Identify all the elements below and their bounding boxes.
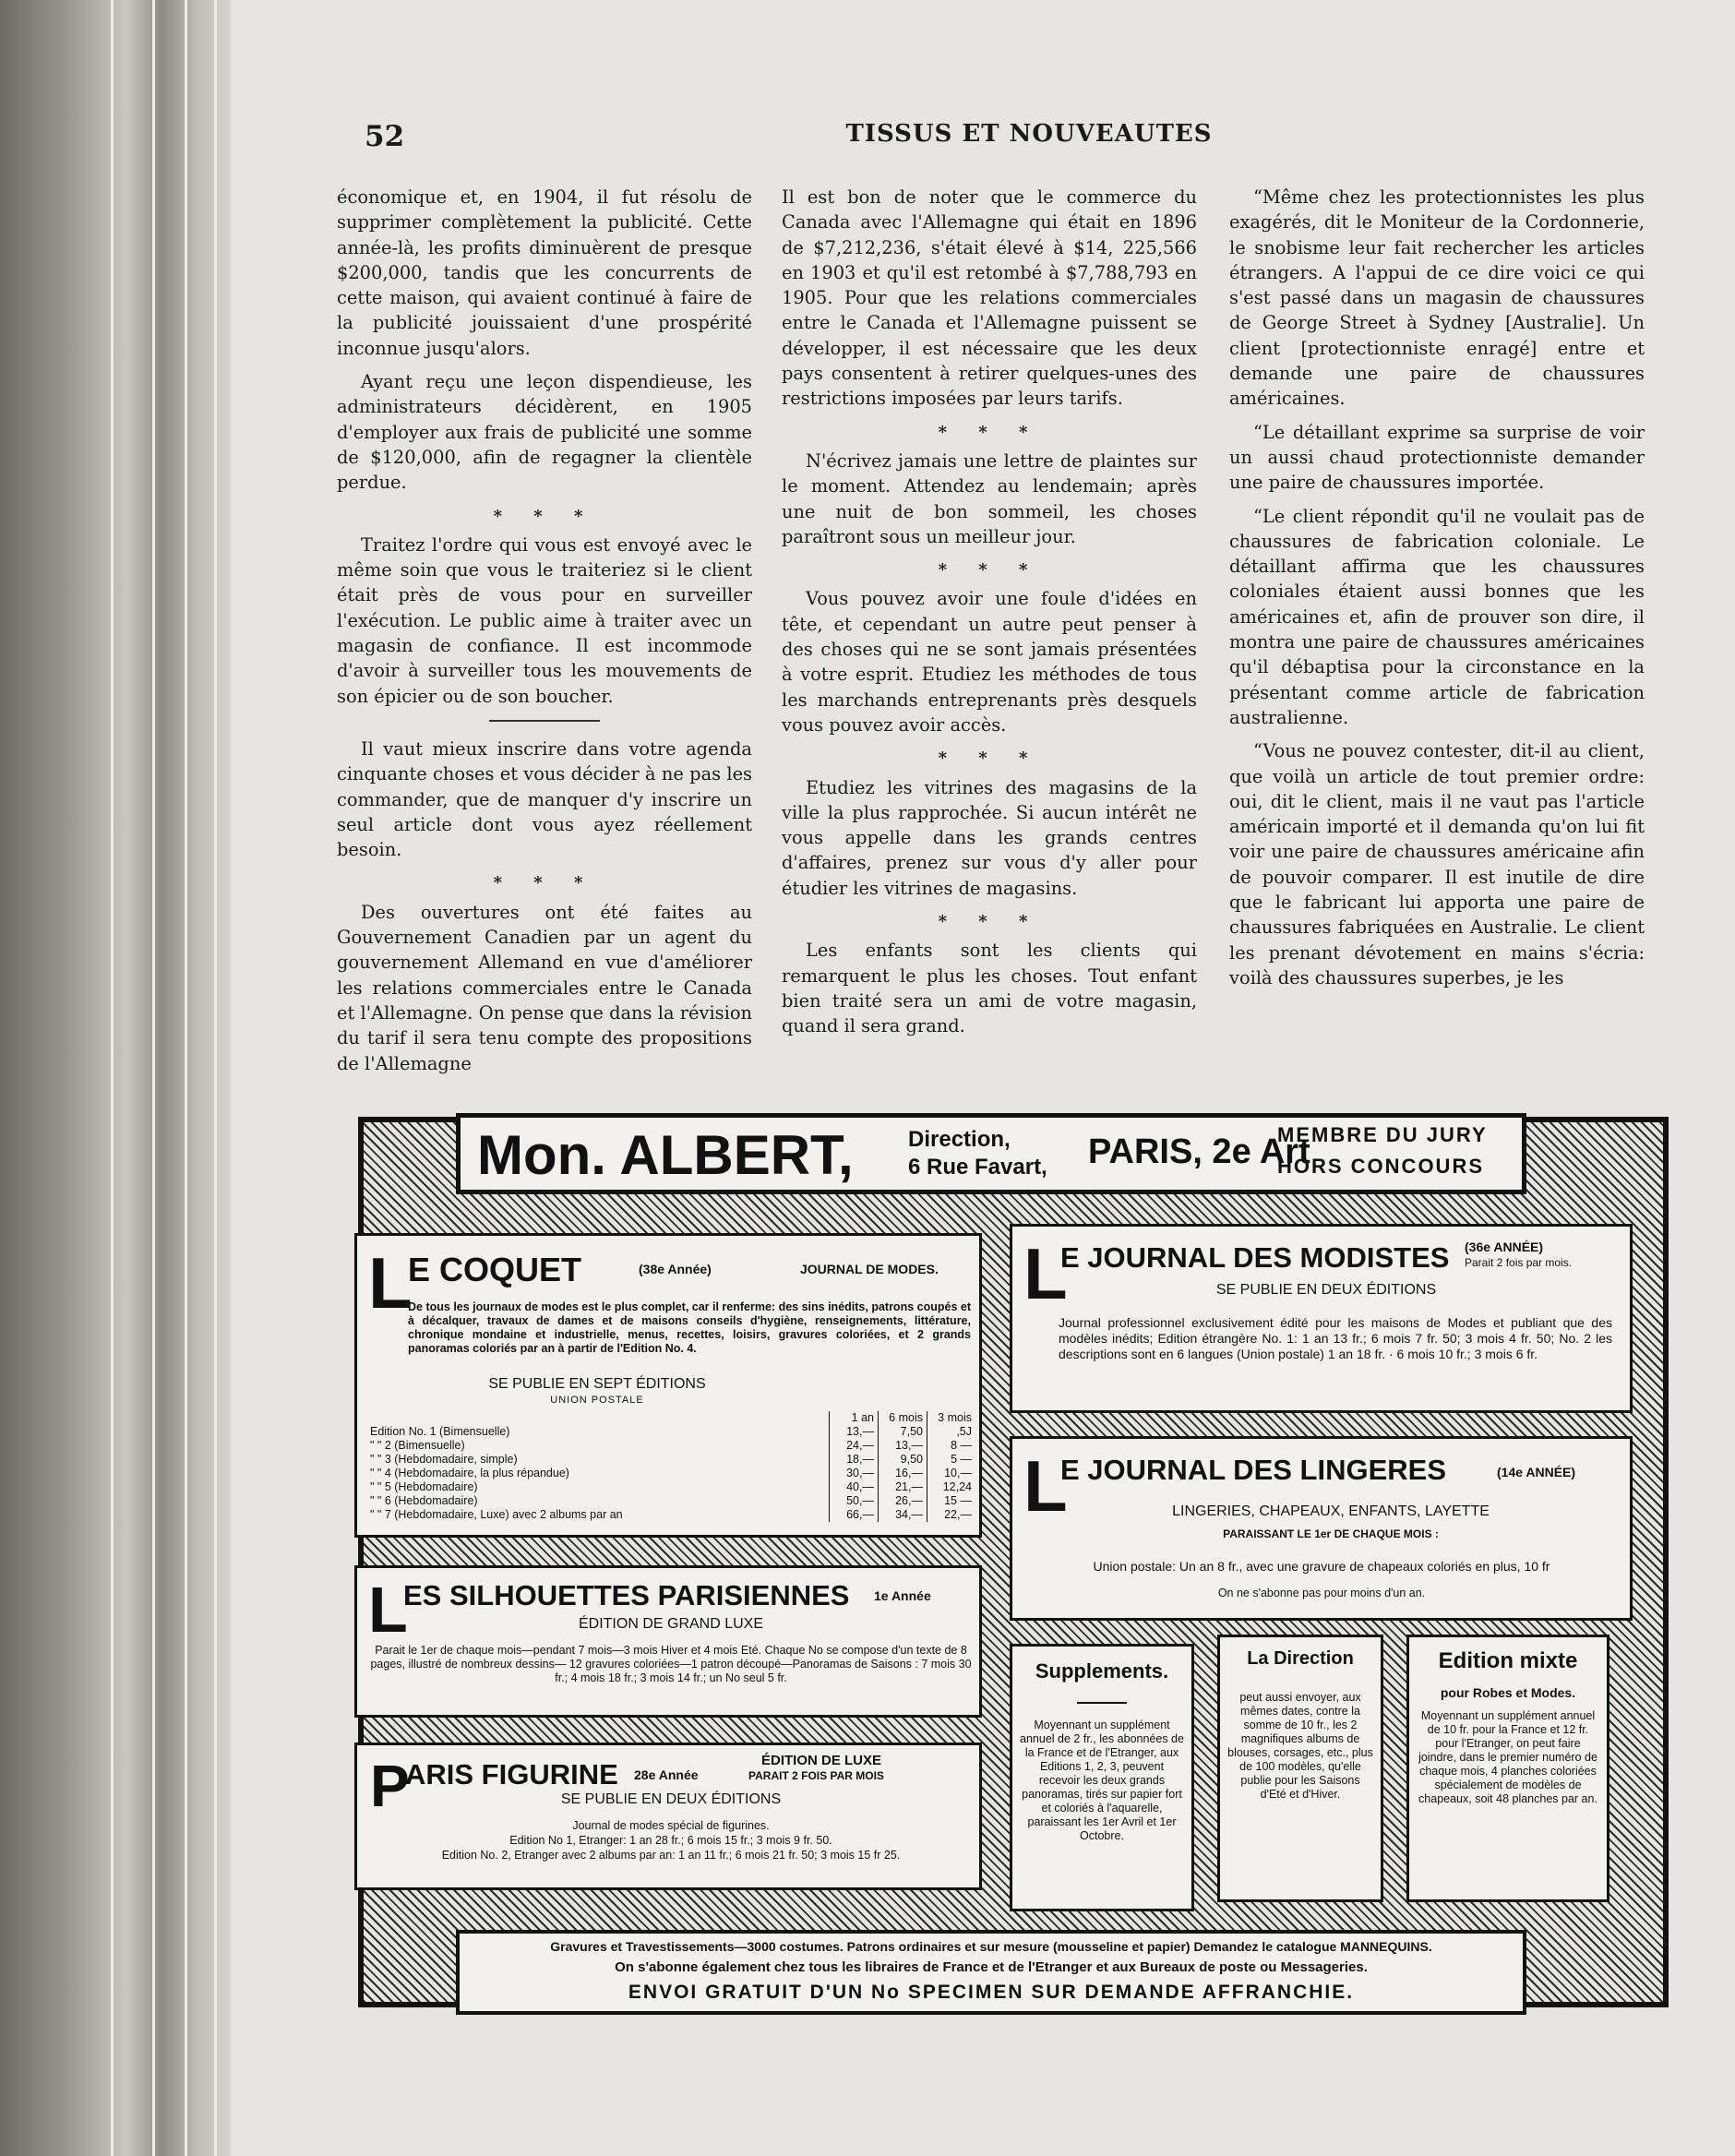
divider — [1077, 1702, 1127, 1704]
modistes-year: (36e ANNÉE) — [1465, 1240, 1544, 1254]
lingeres-title: E JOURNAL DES LINGERES — [1060, 1454, 1447, 1486]
city: PARIS, 2e Art — [1088, 1132, 1310, 1171]
modistes-subtitle: SE PUBLIE EN DEUX ÉDITIONS — [1215, 1282, 1437, 1298]
paragraph: “Vous ne pouvez contester, dit-il au client, que voilà un article de tout premier ordre: oui, dit le client, mais il ne vaut pas l'article américain importé et il demanda qu'on lui fit voir une paire de chaussures américaine afin de pouvoir comparer. Il est inutile de dire que le fabricant lui apporta une paire de chaussures fabriquées en Australie. Le client les prenant dévotement en mains s'écria: voilà des chaussures superbes, je les — [1229, 740, 1645, 988]
hors-concours-label: HORS CONCOURS — [1277, 1155, 1485, 1178]
footer-line-2: On s'abonne également chez tous les libraires de France et de l'Etranger et aux Bureaux de poste ou Messageries. — [615, 1959, 1368, 1975]
direction-description: peut aussi envoyer, aux mêmes dates, contre la somme de 10 fr., les 2 magnifiques albums de blouses, corsages, etc., plus de 100 modèles, qu'elle publie pour les Saisons d'Eté et d'Hiver. — [1227, 1691, 1373, 1801]
price-1an: 66,— — [830, 1508, 879, 1522]
brand-name: Mon. ALBERT, — [477, 1124, 854, 1186]
column-header: 1 an — [830, 1411, 879, 1425]
silhouettes-subtitle: ÉDITION DE GRAND LUXE — [578, 1616, 764, 1632]
price-6mois: 7,50 — [879, 1425, 927, 1439]
coquet-subtitle: JOURNAL DE MODES. — [800, 1262, 939, 1276]
coquet-union-postale: UNION POSTALE — [550, 1395, 644, 1406]
initial-letter: L — [368, 1242, 413, 1324]
mixte-title: Edition mixte — [1438, 1648, 1578, 1673]
ad-footer-banner — [456, 1930, 1526, 2015]
price-6mois: 26,— — [879, 1494, 927, 1508]
ad-header-banner — [456, 1113, 1526, 1194]
paragraph: Traitez l'ordre qui vous est envoyé avec le même soin que vous le traiteriez si le client était près de vous pour en surveiller l'exécution. Le public aime à traiter avec un magasin de confiance. Il est incommode d'avoir à surveiller tous les mouvements de son épicier ou de son boucher. — [337, 533, 752, 707]
direction-title: La Direction — [1247, 1648, 1354, 1669]
row-label: Edition No. 1 (Bimensuelle) — [370, 1425, 510, 1438]
advertisement — [358, 1117, 1669, 2007]
modistes-frequency: Parait 2 fois par mois. — [1465, 1256, 1573, 1269]
figurine-desc-3: Edition No. 2, Etranger avec 2 albums par an: 1 an 11 fr.; 6 mois 21 fr. 50; 3 mois 15 fr 25. — [441, 1849, 901, 1862]
price-3mois: 5 — — [927, 1453, 976, 1467]
supplements-title: Supplements. — [1035, 1659, 1169, 1683]
silhouettes-year: 1e Année — [874, 1588, 931, 1603]
separator-stars: * * * — [938, 912, 1041, 932]
table-header — [366, 1411, 975, 1425]
price-3mois: 15 — — [927, 1494, 976, 1508]
separator-stars: * * * — [938, 749, 1041, 769]
initial-letter: L — [368, 1574, 408, 1646]
mixte-description: Moyennant un supplément annuel de 10 fr. pour la France et 12 fr. pour l'Etranger, on peut faire joindre, dans le premier numéro de chaque mois, 4 planches coloriées spécialement de modèles de chapeaux, soit 48 planches par an. — [1418, 1709, 1597, 1805]
separator-stars: * * * — [493, 873, 596, 893]
silhouettes-parisiennes-box — [354, 1565, 982, 1718]
coquet-editions-title: SE PUBLIE EN SEPT ÉDITIONS — [488, 1376, 706, 1392]
direction-label: Direction, — [908, 1127, 1011, 1152]
column-header: 6 mois — [879, 1411, 927, 1425]
row-label: " " 6 (Hebdomadaire) — [370, 1494, 478, 1507]
initial-letter: L — [1023, 1445, 1068, 1527]
separator-stars: * * * — [938, 560, 1041, 581]
paragraph: N'écrivez jamais une lettre de plaintes sur le moment. Attendez au lendemain; après une nuit de bon sommeil, les choses paraîtront sous un meilleur jour. — [782, 449, 1197, 547]
mixte-subtitle: pour Robes et Modes. — [1440, 1685, 1576, 1700]
table-row — [366, 1467, 975, 1480]
table-row — [366, 1494, 975, 1508]
paragraph: Vous pouvez avoir une foule d'idées en tête, et cependant un autre peut penser à des choses qui ne se sont jamais présentées à votre esprit. Etudiez les méthodes de tous les marchands entreprenants près desquels vous pouvez avoir accès. — [782, 588, 1197, 736]
address: 6 Rue Favart, — [908, 1155, 1047, 1180]
row-label: " " 5 (Hebdomadaire) — [370, 1480, 478, 1493]
table-row — [366, 1453, 975, 1467]
silhouettes-title: ES SILHOUETTES PARISIENNES — [403, 1579, 850, 1611]
separator-rule — [489, 720, 600, 722]
paragraph: “Le client répondit qu'il ne voulait pas de chaussures de fabrication coloniale. Le détaillant affirma que les chaussures coloniales étaient aussi bonnes que les américaines et, afin de prouver son dire, il montra une paire de chaussures américaines qu'il débaptisa pour la circonstance en la présentant comme article de fabrication australienne. — [1229, 505, 1645, 728]
lingeres-note: On ne s'abonne pas pour moins d'un an. — [1217, 1587, 1426, 1599]
paragraph: Les enfants sont les clients qui remarquent le plus les choses. Tout enfant bien traité sera un ami de votre magasin, quand il sera grand. — [782, 940, 1197, 1037]
row-label: " " 4 (Hebdomadaire, la plus répandue) — [370, 1467, 569, 1479]
journal-des-modistes-box — [1010, 1224, 1633, 1413]
text-column-1 — [337, 185, 752, 1084]
coquet-title: E COQUET — [408, 1251, 582, 1288]
journal-des-lingeres-box — [1010, 1436, 1633, 1621]
price-1an: 13,— — [830, 1425, 879, 1439]
row-label: " " 2 (Bimensuelle) — [370, 1439, 465, 1452]
price-1an: 50,— — [830, 1494, 879, 1508]
separator-stars: * * * — [938, 422, 1041, 442]
le-coquet-box — [354, 1233, 982, 1538]
price-6mois: 34,— — [879, 1508, 927, 1522]
page-number: 52 — [365, 120, 405, 153]
paragraph: “Le détaillant exprime sa surprise de voir un aussi chaud protectionniste demander une paire de chaussures importée. — [1229, 421, 1645, 494]
column-header: 3 mois — [927, 1411, 976, 1425]
figurine-title: ARIS FIGURINE — [405, 1758, 618, 1791]
jury-label: MEMBRE DU JURY — [1277, 1123, 1488, 1146]
paris-figurine-box — [354, 1743, 982, 1890]
lingeres-year: (14e ANNÉE) — [1497, 1465, 1576, 1479]
paragraph: Ayant reçu une leçon dispendieuse, les administrateurs décidèrent, en 1905 d'employer aux frais de publicité une somme de $120,000, afin de regagner la clientèle perdue. — [337, 371, 752, 494]
page-header — [365, 120, 1693, 166]
paragraph: économique et, en 1904, il fut résolu de supprimer complètement la publicité. Cette année-là, les profits diminuèrent de presque $200,000, tandis que les concurrents de cette maison, qui avaient continué à faire de la publicité jouissaient d'une prospérité inconnue jusqu'alors. — [337, 186, 752, 359]
price-3mois: 22,— — [927, 1508, 976, 1522]
price-1an: 18,— — [830, 1453, 879, 1467]
edition-mixte-box — [1406, 1635, 1609, 1902]
price-1an: 40,— — [830, 1480, 879, 1494]
footer-line-3: ENVOI GRATUIT D'UN No SPECIMEN SUR DEMANDE AFFRANCHIE. — [628, 1982, 1355, 2003]
coquet-price-table — [366, 1411, 975, 1522]
running-head: TISSUS ET NOUVEAUTES — [845, 120, 1213, 148]
paragraph: Des ouvertures ont été faites au Gouvernement Canadien par un agent du gouvernement Allemand en vue d'améliorer les relations commerciales entre le Canada et l'Allemagne. On pense que dans la révision du tarif il sera tenu compte des propositions de l'Allemagne — [337, 901, 752, 1074]
table-row — [366, 1425, 975, 1439]
figurine-year: 28e Année — [634, 1767, 699, 1782]
row-label: " " 7 (Hebdomadaire, Luxe) avec 2 albums par an — [370, 1508, 623, 1521]
lingeres-description: Union postale: Un an 8 fr., avec une gravure de chapeaux coloriés en plus, 10 fr — [1093, 1559, 1550, 1574]
paragraph: Il est bon de noter que le commerce du Canada avec l'Allemagne qui était en 1896 de $7,212,236, s'était élevé à $14, 225,566 en 1903 et qu'il est retombé à $7,788,793 en 1905. Pour que les relations commerciales entre le Canada et l'Allemagne puissent se développer, il est nécessaire que les deux pays consentent à retirer quelques-unes des restrictions imposées par leurs tarifs. — [782, 186, 1197, 410]
table-row — [366, 1439, 975, 1453]
price-6mois: 16,— — [879, 1467, 927, 1480]
book-binding — [0, 0, 231, 2156]
paragraph: “Même chez les protectionnistes les plus exagérés, dit le Moniteur de la Cordonnerie, le snobisme leur fait rechercher les articles étrangers. A l'appui de ce dire voici ce qui s'est passé dans un magasin de chaussures de George Street à Sydney [Australie]. Un client [protectionniste enragé] entre et demande une paire de chaussures américaines. — [1229, 186, 1645, 410]
supplements-description: Moyennant un supplément annuel de 2 fr., les abonnées de la France et de l'Etranger, aux Editions 1, 2, 3, peuvent recevoir les deux grands panoramas, tirés sur papier fort et coloriés à l'aquarelle, paraissant les 1er Avril et 1er Octobre. — [1020, 1719, 1184, 1842]
text-column-3 — [1229, 185, 1645, 999]
table-row — [366, 1508, 975, 1522]
price-1an: 24,— — [830, 1439, 879, 1453]
figurine-desc-2: Edition No 1, Etranger: 1 an 28 fr.; 6 mois 15 fr.; 3 mois 9 fr. 50. — [509, 1834, 832, 1847]
coquet-description: De tous les journaux de modes est le plus complet, car il renferme: des sins inédits, patrons coupés et à décalquer, travaux de dames et de maisons conseils d'hygiène, renseignements, littérature, chronique mondaine et industrielle, menus, recettes, loisirs, gravures coloriées, et 2 grands panoramas coloriés par an à partir de l'Edition No. 4. — [408, 1300, 971, 1355]
lingeres-frequency: PARAISSANT LE 1er DE CHAQUE MOIS : — [1223, 1527, 1439, 1540]
silhouettes-description: Parait le 1er de chaque mois—pendant 7 mois—3 mois Hiver et 4 mois Eté. Chaque No se compose d'un texte de 8 pages, illustré de nombreux dessins— 12 gravures coloriées—1 patron découpé—Panoramas de Saisons : 7 mois 30 fr.; 4 mois 18 fr.; 3 mois 14 fr.; un No seul 5 fr. — [370, 1644, 972, 1684]
price-3mois: ,5J — [927, 1425, 976, 1439]
initial-letter: L — [1023, 1233, 1068, 1314]
figurine-subtitle: SE PUBLIE EN DEUX ÉDITIONS — [560, 1791, 782, 1807]
price-6mois: 21,— — [879, 1480, 927, 1494]
price-6mois: 13,— — [879, 1439, 927, 1453]
price-3mois: 8 — — [927, 1439, 976, 1453]
figurine-frequency: PARAIT 2 FOIS PAR MOIS — [748, 1769, 884, 1782]
paragraph: Etudiez les vitrines des magasins de la ville la plus rapprochée. Si aucun intérêt ne vous appelle dans les grands centres d'affaires, prenez sur vous d'y aller pour étudier les vitrines de magasins. — [782, 776, 1197, 899]
separator-stars: * * * — [493, 506, 596, 526]
paragraph: Il vaut mieux inscrire dans votre agenda cinquante choses et vous décider à ne pas les commander, que de manquer d'y inscrire un seul article dont vous ayez réellement besoin. — [337, 737, 752, 861]
coquet-year: (38e Année) — [639, 1262, 712, 1276]
lingeres-subtitle: LINGERIES, CHAPEAUX, ENFANTS, LAYETTE — [1172, 1503, 1490, 1519]
modistes-title: E JOURNAL DES MODISTES — [1060, 1241, 1450, 1274]
text-column-2 — [782, 185, 1197, 1048]
figurine-luxe: ÉDITION DE LUXE — [761, 1753, 882, 1768]
price-3mois: 12,24 — [927, 1480, 976, 1494]
initial-letter: P — [370, 1753, 410, 1819]
footer-line-1: Gravures et Travestissements—3000 costumes. Patrons ordinaires et sur mesure (mousseline et papier) Demandez le catalogue MANNEQUINS. — [550, 1939, 1432, 1954]
price-3mois: 10,— — [927, 1467, 976, 1480]
la-direction-box — [1217, 1635, 1383, 1902]
price-1an: 30,— — [830, 1467, 879, 1480]
price-6mois: 9,50 — [879, 1453, 927, 1467]
modistes-description: Journal professionnel exclusivement édité pour les maisons de Modes et publiant que des modèles inédits; Edition étrangère No. 1: 1 an 13 fr.; 6 mois 7 fr. 50; 3 mois 4 fr. 50; No. 2 les descriptions sont en 6 langues (Union postale) 1 an 18 fr. · 6 mois 10 fr.; 3 mois 6 fr. — [1059, 1315, 1612, 1361]
supplements-box — [1010, 1644, 1194, 1911]
table-row — [366, 1480, 975, 1494]
row-label: " " 3 (Hebdomadaire, simple) — [370, 1453, 518, 1466]
figurine-desc-1: Journal de modes spécial de figurines. — [572, 1819, 770, 1832]
